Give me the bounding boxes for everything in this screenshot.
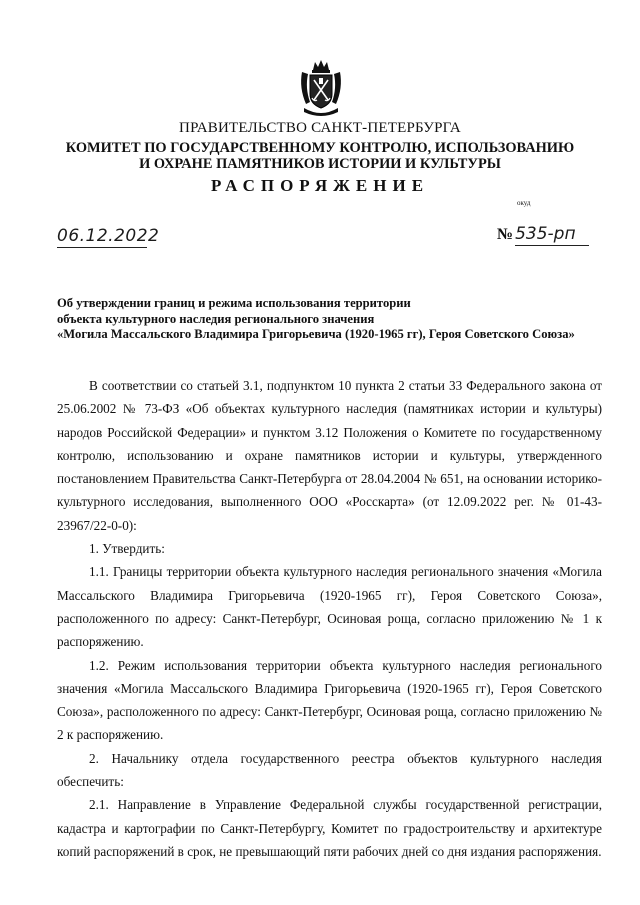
document-subject [57,296,602,343]
paragraph-2-1: 2.1. Направление в Управление Федеральной службы государственной регистрации, кадастра и картографии по Санкт-Петербургу, Комитет по градостроительству и архитектуре копий распоряжений в срок, не превышающий пяти рабочих дней со дня издания распоряжения. [57,797,602,859]
document-number [497,224,593,246]
document-type: РАСПОРЯЖЕНИЕ [210,176,430,195]
paragraph-1-1: 1.1. Границы территории объекта культурного наследия регионального значения «Могила Массальского Владимира Григорьевича (1920-1965 гг), Героя Советского Союза», расположенного по адресу: Санкт-Петербург, Осиновая роща, согласно приложению № 1 к распоряжению. [57,564,602,650]
government-title: ПРАВИТЕЛЬСТВО САНКТ-ПЕТЕРБУРГА [179,120,461,136]
paragraph-2: 2. Начальнику отдела государственного реестра объектов культурного наследия обеспечить: [57,750,602,790]
coat-of-arms-icon [298,58,344,118]
committee-title [60,140,580,172]
subject-line-2: объекта культурного наследия регионального значения [57,311,375,326]
subject-line-1: Об утверждении границ и режима использования территории [57,296,411,310]
document-body [57,374,602,863]
document-number-value: 535-рп [515,224,589,246]
okud-label: окуд [517,199,531,207]
subject-line-3: «Могила Массальского Владимира Григорьевича (1920-1965 гг), Героя Советского Союза» [57,327,575,341]
paragraph-1-2: 1.2. Режим использования территории объекта культурного наследия регионального значения «Могила Массальского Владимира Григорьевича (1920-1965 гг), Героя Советского Союза», расположенного по адресу: Санкт-Петербург, Осиновая роща, согласно приложению № 2 к распоряжению. [57,657,602,743]
number-sign: № [497,226,514,243]
document-date: 06.12.2022 [57,226,160,246]
paragraph-preamble: В соответствии со статьей 3.1, подпунктом 10 пункта 2 статьи 33 Федерального закона от 25.06.2002 № 73-ФЗ «Об объектах культурного наследия (памятниках истории и культуры) народов Российской Федерации» и пунктом 3.12 Положения о Комитете по государственному контролю, использованию и охране памятников истории и культуры, утвержденного постановлением Правительства Санкт-Петербурга от 28.04.2004 № 651, на основании историко-культурного исследования, выполненного ООО «Росскарта» (от 12.09.2022 рег. № 01-43-23967/22-0-0): [57,378,602,533]
committee-title-line-2: И ОХРАНЕ ПАМЯТНИКОВ ИСТОРИИ И КУЛЬТУРЫ [139,156,501,172]
paragraph-1: 1. Утвердить: [89,541,165,557]
committee-title-line-1: КОМИТЕТ ПО ГОСУДАРСТВЕННОМУ КОНТРОЛЮ, ИСПОЛЬЗОВАНИЮ [65,140,575,156]
